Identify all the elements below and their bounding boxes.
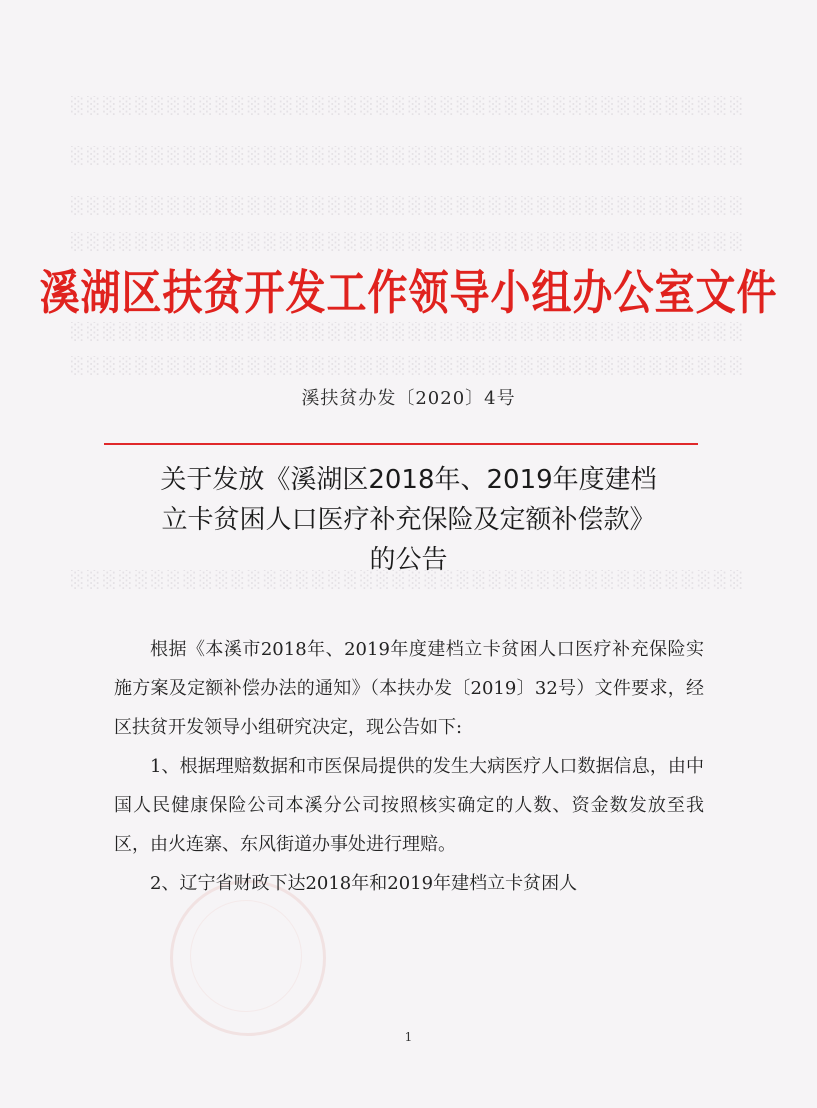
notice-title-line: 立卡贫困人口医疗补充保险及定额补偿款》 <box>161 505 656 535</box>
notice-title-line: 的公告 <box>369 545 448 575</box>
issuing-office-header: 溪湖区扶贫开发工作领导小组办公室文件 <box>39 266 778 321</box>
reverse-side-bleed: ░░░░░░░░░░░░░░░░░░░░░░░░░░░░░░░░░░░░░░░░░░ <box>70 232 747 252</box>
reverse-side-bleed: ░░░░░░░░░░░░░░░░░░░░░░░░░░░░░░░░░░░░░░░░░░ <box>70 356 747 376</box>
reverse-side-bleed: ░░░░░░░░░░░░░░░░░░░░░░░░░░░░░░░░░░░░░░░░░░ <box>70 96 747 116</box>
reverse-side-bleed: ░░░░░░░░░░░░░░░░░░░░░░░░░░░░░░░░░░░░░░░░░░ <box>70 146 747 166</box>
reverse-side-bleed: ░░░░░░░░░░░░░░░░░░░░░░░░░░░░░░░░░░░░░░░░░░ <box>70 196 747 216</box>
red-divider-line <box>104 443 698 445</box>
notice-title-line: 关于发放《溪湖区2018年、2019年度建档 <box>160 465 657 495</box>
reverse-side-bleed: ░░░░░░░░░░░░░░░░░░░░░░░░░░░░░░░░░░░░░░░░░░ <box>70 570 747 590</box>
document-body <box>114 630 704 903</box>
body-paragraph: 1、根据理赔数据和市医保局提供的发生大病医疗人口数据信息，由中国人民健康保险公司本溪分公司按照核实确定的人数、资金数发放至我区，由火连寨、东风街道办事处进行理赔。 <box>114 756 704 855</box>
seal-ghost-inner-icon <box>190 900 302 1012</box>
page-number: 1 <box>404 1030 413 1044</box>
notice-title <box>80 460 737 580</box>
document-number: 溪扶贫办发〔2020〕4号 <box>301 388 516 409</box>
reverse-side-bleed: ░░░░░░░░░░░░░░░░░░░░░░░░░░░░░░░░░░░░░░░░░░ <box>70 322 747 342</box>
body-paragraph: 根据《本溪市2018年、2019年度建档立卡贫困人口医疗补充保险实施方案及定额补偿办法的通知》（本扶办发〔2019〕32号）文件要求，经区扶贫开发领导小组研究决定，现公告如下: <box>114 639 704 738</box>
body-paragraph: 2、辽宁省财政下达2018年和2019年建档立卡贫困人 <box>150 873 578 894</box>
